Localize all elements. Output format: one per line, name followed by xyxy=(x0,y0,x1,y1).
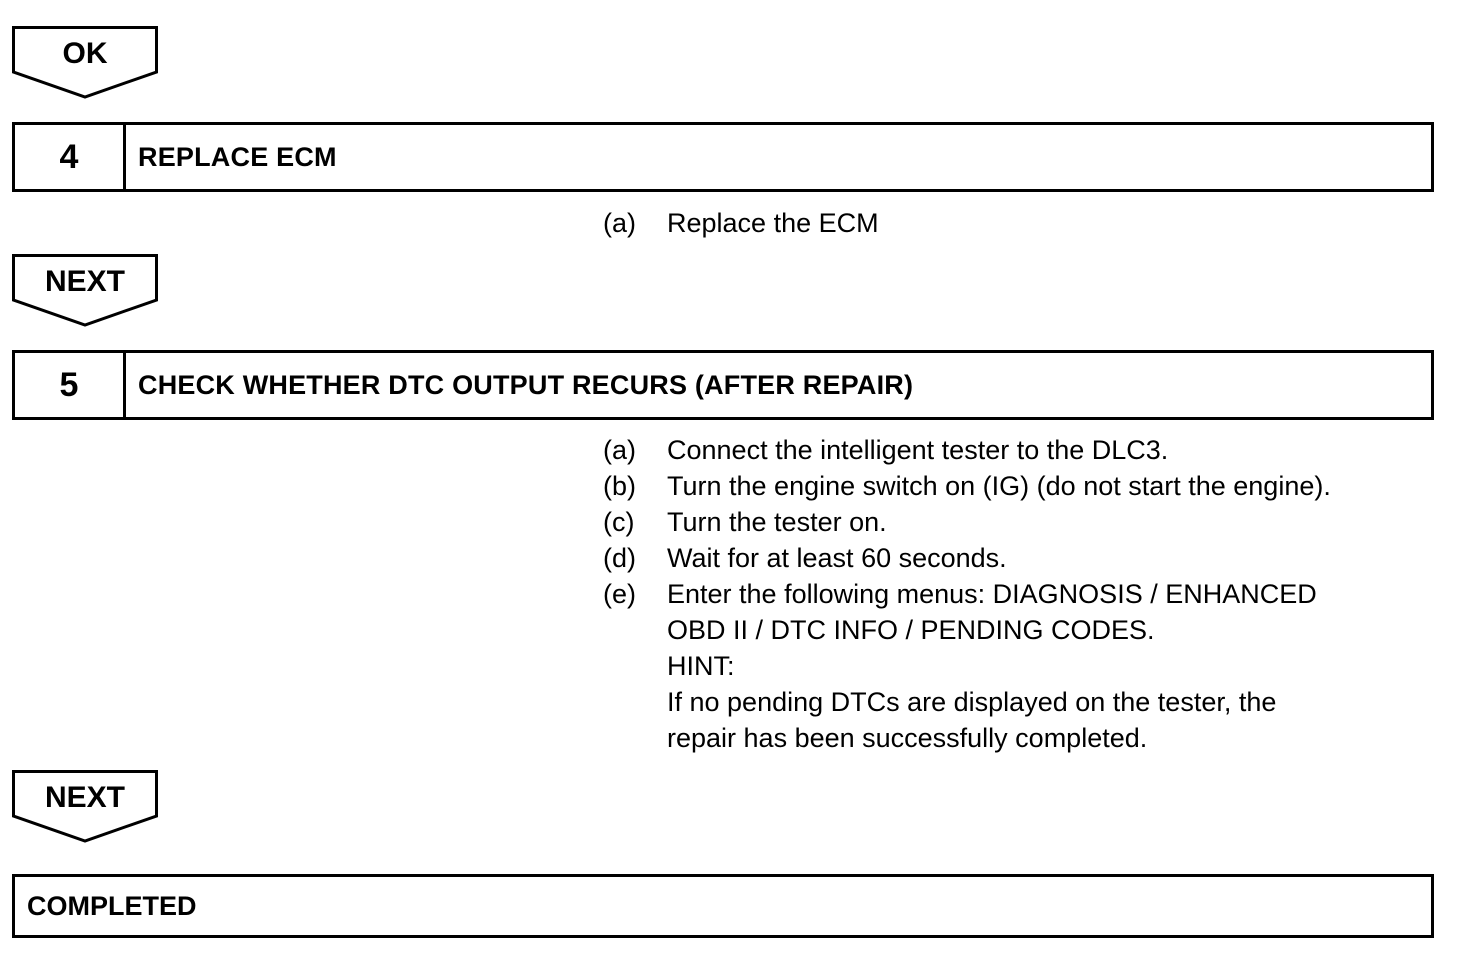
instruction-marker: (c) xyxy=(603,507,635,537)
step-title: REPLACE ECM xyxy=(138,141,337,172)
step-4-instructions xyxy=(603,205,1433,241)
instruction-item xyxy=(603,576,1433,756)
instruction-text xyxy=(667,468,1433,504)
instruction-marker: (b) xyxy=(603,471,636,501)
instruction-line: Connect the intelligent tester to the DLC3. xyxy=(667,435,1169,465)
instruction-line: Wait for at least 60 seconds. xyxy=(667,543,1007,573)
instruction-item xyxy=(603,540,1433,576)
instruction-text xyxy=(667,540,1433,576)
step-5-header xyxy=(12,350,1434,420)
instruction-text xyxy=(667,504,1433,540)
instruction-line: Turn the tester on. xyxy=(667,507,887,537)
flow-tag-next xyxy=(12,254,158,328)
instruction-line: Turn the engine switch on (IG) (do not start the engine). xyxy=(667,471,1331,501)
instruction-line: repair has been successfully completed. xyxy=(667,723,1148,753)
instruction-text xyxy=(667,205,1433,241)
step-5-instructions xyxy=(603,432,1433,756)
instruction-marker: (d) xyxy=(603,543,636,573)
step-title: CHECK WHETHER DTC OUTPUT RECURS (AFTER REPAIR) xyxy=(138,369,914,400)
instruction-text xyxy=(667,576,1433,756)
step-number: 4 xyxy=(15,125,126,189)
step-4-header xyxy=(12,122,1434,192)
flow-tag-label: NEXT xyxy=(44,781,125,814)
flow-tag-ok xyxy=(12,26,158,100)
instruction-line: Enter the following menus: DIAGNOSIS / ENHANCED xyxy=(667,579,1317,609)
flow-tag-label: OK xyxy=(62,37,108,70)
step-number: 5 xyxy=(15,353,126,417)
instruction-item xyxy=(603,205,1433,241)
instruction-line: HINT: xyxy=(667,651,735,681)
instruction-line: OBD II / DTC INFO / PENDING CODES. xyxy=(667,615,1155,645)
instruction-item xyxy=(603,504,1433,540)
flow-tag-label: NEXT xyxy=(44,265,125,298)
flow-tag-next xyxy=(12,770,158,844)
instruction-text xyxy=(667,432,1433,468)
instruction-marker: (e) xyxy=(603,579,636,609)
instruction-line: If no pending DTCs are displayed on the tester, the xyxy=(667,687,1277,717)
completed-title: COMPLETED xyxy=(27,890,197,921)
instruction-item xyxy=(603,432,1433,468)
instruction-marker: (a) xyxy=(603,435,636,465)
instruction-item xyxy=(603,468,1433,504)
instruction-line: Replace the ECM xyxy=(667,208,879,238)
instruction-marker: (a) xyxy=(603,208,636,238)
completed-box xyxy=(12,874,1434,938)
